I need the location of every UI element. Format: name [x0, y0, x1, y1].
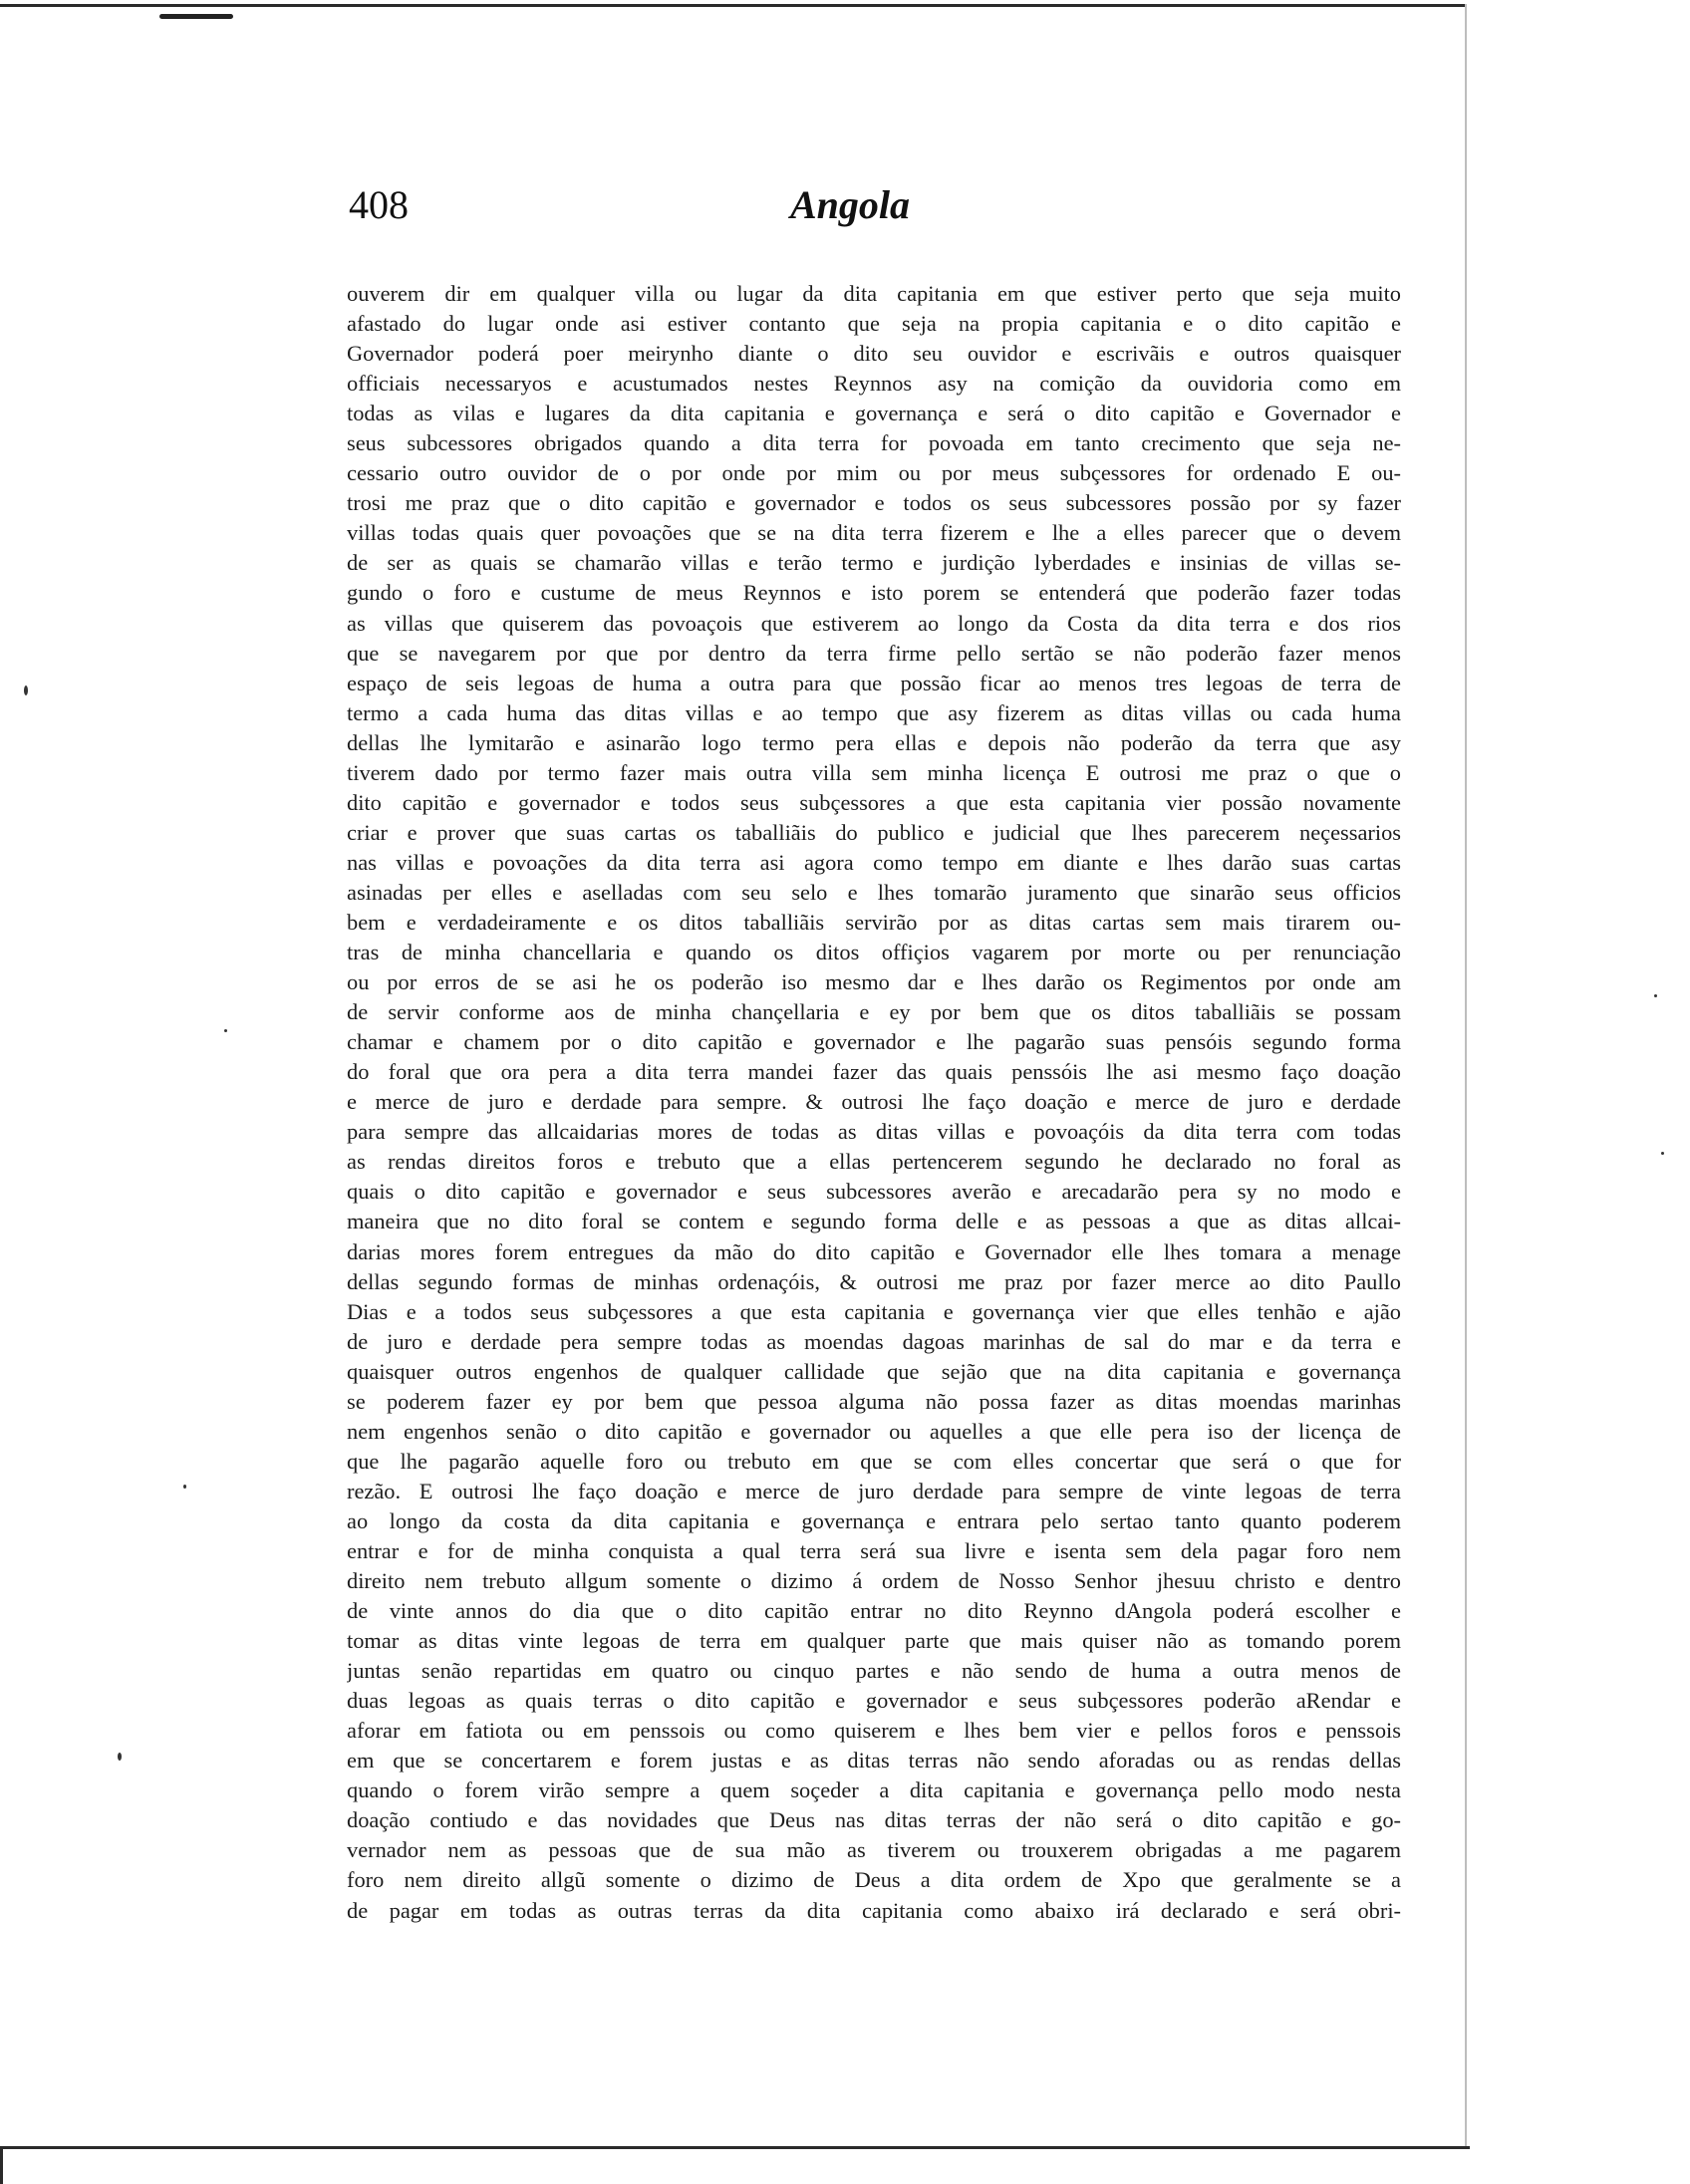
running-title: Angola — [789, 182, 911, 227]
text-line: juntas senão repartidas em quatro ou cinquo partes e não sendo de huma a outra menos de — [347, 1658, 1401, 1684]
text-line: tiverem dado por termo fazer mais outra villa sem minha licença E outrosi me praz o que o — [347, 759, 1401, 785]
text-line: criar e prover que suas cartas os taballiãis do publico e judicial que lhes parecerem neçessarios — [347, 819, 1401, 845]
text-line: foro nem direito allgũ somente o dizimo de Deus a dita ordem de Xpo que geralmente se a — [347, 1867, 1401, 1893]
text-line: em que se concertarem e forem justas e as ditas terras não sendo aforadas ou as rendas dellas — [347, 1748, 1401, 1774]
text-line: trosi me praz que o dito capitão e governador e todos os seus subcessores possão por sy fazer — [347, 490, 1401, 516]
text-line: de vinte annos do dia que o dito capitão entrar no dito Reynno dAngola poderá escolher e — [347, 1598, 1401, 1624]
text-line: officiais necessaryos e acustumados nestes Reynnos asy na comição da ouvidoria como em — [347, 371, 1401, 397]
text-line: termo a cada huma das ditas villas e ao tempo que asy fizerem as ditas villas ou cada huma — [347, 699, 1401, 725]
text-line: darias mores forem entregues da mão do dito capitão e Governador elle lhes tomara a menage — [347, 1238, 1401, 1264]
text-line: aforar em fatiota ou em penssois ou como quiserem e lhes bem vier e pellos foros e penssois — [347, 1718, 1401, 1744]
text-line: cessario outro ouvidor de o por onde por mim ou por meus subçessores for ordenado E ou- — [347, 460, 1401, 486]
text-line: que lhe pagarão aquelle foro ou trebuto em que se com elles concertar que será o que for — [347, 1448, 1401, 1474]
text-line: villas todas quais quer povoações que se na dita terra fizerem e lhe a elles parecer que o devem — [347, 520, 1401, 546]
scan-speck — [118, 1753, 122, 1761]
text-line: as villas que quiserem das povoaçois que estiverem ao longo da Costa da dita terra e dos rios — [347, 610, 1401, 636]
text-line: ouverem dir em qualquer villa ou lugar da dita capitania em que estiver perto que seja muito — [347, 281, 1401, 306]
text-line: ou por erros de se asi he os poderão iso mesmo dar e lhes darão os Regimentos por onde am — [347, 969, 1401, 995]
scan-mark — [159, 14, 233, 19]
text-line: Governador poderá poer meirynho diante o dito seu ouvidor e escrivãis e outros quaisquer — [347, 341, 1401, 367]
text-line: de juro e derdade pera sempre todas as moendas dagoas marinhas de sal do mar e da terra e — [347, 1328, 1401, 1354]
text-line: ao longo da costa da dita capitania e governança e entrara pelo sertao tanto quanto poderem — [347, 1507, 1401, 1533]
top-border-rule — [0, 4, 1465, 7]
text-line: quaisquer outros engenhos de qualquer callidade que sejão que na dita capitania e governança — [347, 1358, 1401, 1384]
text-line: de servir conforme aos de minha chançellaria e ey por bem que os ditos taballiãis se possam — [347, 999, 1401, 1025]
text-line: que se navegarem por que por dentro da terra firme pello sertão se não poderão fazer menos — [347, 640, 1401, 666]
scan-speck — [24, 685, 28, 695]
text-line: entrar e for de minha conquista a qual terra será sua livre e isenta sem dela pagar foro nem — [347, 1537, 1401, 1563]
text-line: nem engenhos senão o dito capitão e governador ou aquelles a que elle pera iso der licença de — [347, 1418, 1401, 1444]
text-line: doação contiudo e das novidades que Deus nas ditas terras der não será o dito capitão e go- — [347, 1807, 1401, 1833]
scan-speck — [1654, 994, 1657, 997]
text-line: para sempre das allcaidarias mores de todas as ditas villas e povoaçóis da dita terra com todas — [347, 1119, 1401, 1145]
text-line: chamar e chamem por o dito capitão e governador e lhe pagarão suas pensóis segundo forma — [347, 1029, 1401, 1055]
text-line: direito nem trebuto allgum somente o dizimo á ordem de Nosso Senhor jhesuu christo e dentro — [347, 1568, 1401, 1594]
text-line: de pagar em todas as outras terras da dita capitania como abaixo irá declarado e será obri- — [347, 1897, 1401, 1923]
scan-speck — [1661, 1152, 1664, 1155]
bottom-border-rule — [0, 2146, 1470, 2149]
text-line: espaço de seis legoas de huma a outra para que possão ficar ao menos tres legoas de terra de — [347, 670, 1401, 695]
scan-speck — [183, 1485, 186, 1489]
text-line: se poderem fazer ey por bem que pessoa alguma não possa fazer as ditas moendas marinhas — [347, 1388, 1401, 1414]
text-line: rezão. E outrosi lhe faço doação e merce de juro derdade para sempre de vinte legoas de terra — [347, 1478, 1401, 1503]
text-line: tomar as ditas vinte legoas de terra em qualquer parte que mais quiser não as tomando porem — [347, 1628, 1401, 1654]
text-line: vernador nem as pessoas que de sua mão as tiverem ou trouxerem obrigadas a me pagarem — [347, 1837, 1401, 1863]
text-line: seus subcessores obrigados quando a dita terra for povoada em tanto crecimento que seja ne- — [347, 430, 1401, 456]
text-line: todas as vilas e lugares da dita capitania e governança e será o dito capitão e Governador e — [347, 401, 1401, 426]
text-line: quando o forem virão sempre a quem soçeder a dita capitania e governança pello modo nesta — [347, 1777, 1401, 1803]
text-line: duas legoas as quais terras o dito capitão e governador e seus subçessores poderão aRendar e — [347, 1688, 1401, 1714]
text-line: afastado do lugar onde asi estiver contanto que seja na propia capitania e o dito capitão e — [347, 311, 1401, 337]
text-line: de ser as quais se chamarão villas e terão termo e jurdição lyberdades e insinias de villas se- — [347, 550, 1401, 576]
text-line: dellas segundo formas de minhas ordenaçóis, & outrosi me praz por fazer merce ao dito Paullo — [347, 1268, 1401, 1294]
text-line: Dias e a todos seus subçessores a que esta capitania e governança vier que elles tenhão e ajão — [347, 1298, 1401, 1324]
body-text — [347, 279, 1401, 1926]
text-line: tras de minha chancellaria e quando os ditos offiçios vagarem por morte ou per renunciação — [347, 940, 1401, 965]
text-line: asinadas per elles e aselladas com seu selo e lhes tomarão juramento que sinarão seus officios — [347, 879, 1401, 905]
text-line: nas villas e povoações da dita terra asi agora como tempo em diante e lhes darão suas cartas — [347, 849, 1401, 875]
text-line: quais o dito capitão e governador e seus subcessores averão e arecadarão pera sy no modo e — [347, 1179, 1401, 1205]
text-line: gundo o foro e custume de meus Reynnos e isto porem se entenderá que poderão fazer todas — [347, 580, 1401, 606]
right-border-rule — [1465, 4, 1467, 2146]
text-line: as rendas direitos foros e trebuto que a ellas pertencerem segundo he declarado no foral as — [347, 1149, 1401, 1175]
text-line: e merce de juro e derdade para sempre. & outrosi lhe faço doação e merce de juro e derdade — [347, 1089, 1401, 1115]
text-line: dito capitão e governador e todos seus subçessores a que esta capitania vier possão novamente — [347, 789, 1401, 815]
left-border-rule — [0, 2146, 3, 2184]
page-number: 408 — [349, 182, 409, 227]
text-line: do foral que ora pera a dita terra mandei fazer das quais penssóis lhe asi mesmo faço doação — [347, 1059, 1401, 1085]
text-line: bem e verdadeiramente e os ditos taballiãis servirão por as ditas cartas sem mais tirarem ou- — [347, 909, 1401, 935]
text-line: dellas lhe lymitarão e asinarão logo termo pera ellas e depois não poderão da terra que asy — [347, 729, 1401, 755]
scan-speck — [224, 1029, 227, 1032]
text-line: maneira que no dito foral se contem e segundo forma delle e as pessoas a que as ditas allcai- — [347, 1209, 1401, 1234]
